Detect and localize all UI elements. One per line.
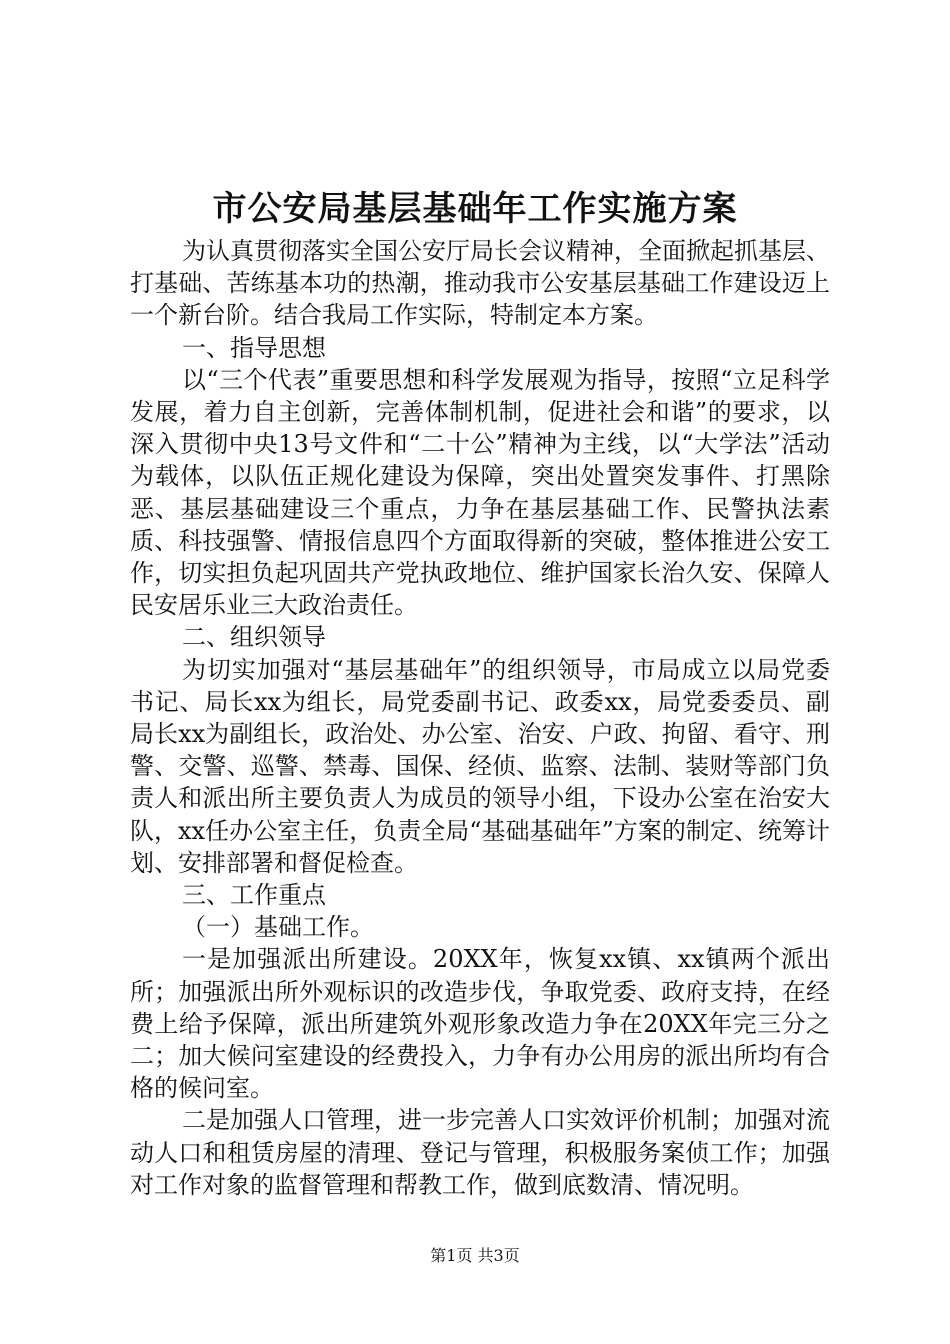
body-paragraph: 以“三个代表”重要思想和科学发展观为指导，按照“立足科学发展，着力自主创新，完善体制机制，促进社会和谐”的要求，以深入贯彻中央13号文件和“二十公”精神为主线，以“大学法”活动为载体，以队伍正规化建设为保障，突出处置突发事件、打黑除恶、基层基础建设三个重点，力争在基层基础工作、民警执法素质、科技强警、情报信息四个方面取得新的突破，整体推进公安工作，切实担负起巩固共产党执政地位、维护国家长治久安、保障人民安居乐业三大政治责任。 (130, 365, 830, 620)
section-heading: 二、组织领导 (182, 623, 326, 652)
body-paragraph: 一是加强派出所建设。20XX年，恢复xx镇、xx镇两个派出所；加强派出所外观标识的改造步伐，争取党委、政府支持，在经费上给予保障，派出所建筑外观形象改造力争在20XX年完三分之二；加大候问室建设的经费投入，力争有办公用房的派出所均有合格的候问室。 (130, 945, 830, 1103)
body-paragraph: 二是加强人口管理，进一步完善人口实效评价机制；加强对流动人口和租赁房屋的清理、登记与管理，积极服务案侦工作；加强对工作对象的监督管理和帮教工作，做到底数清、情况明。 (130, 1106, 830, 1199)
intro-paragraph: 为认真贯彻落实全国公安厅局长会议精神，全面掀起抓基层、打基础、苦练基本功的热潮，推动我市公安基层基础工作建设迈上一个新台阶。结合我局工作实际，特制定本方案。 (130, 237, 830, 330)
section-heading: 一、指导思想 (182, 333, 326, 362)
document-title: 市公安局基层基础年工作实施方案 (212, 189, 738, 229)
subsection-heading: （一）基础工作。 (182, 913, 374, 942)
section-heading: 三、工作重点 (182, 881, 326, 910)
document-body (130, 235, 830, 1201)
body-paragraph: 为切实加强对“基层基础年”的组织领导，市局成立以局党委书记、局长xx为组长，局党委副书记、政委xx，局党委委员、副局长xx为副组长，政治处、办公室、治安、户政、拘留、看守、刑警、交警、巡警、禁毒、国保、经侦、监察、法制、装财等部门负责人和派出所主要负责人为成员的领导小组，下设办公室在治安大队，xx任办公室主任，负责全局“基础基础年”方案的制定、统筹计划、安排部署和督促检查。 (130, 655, 830, 877)
page-number-footer: 第1页 共3页 (430, 1246, 520, 1265)
